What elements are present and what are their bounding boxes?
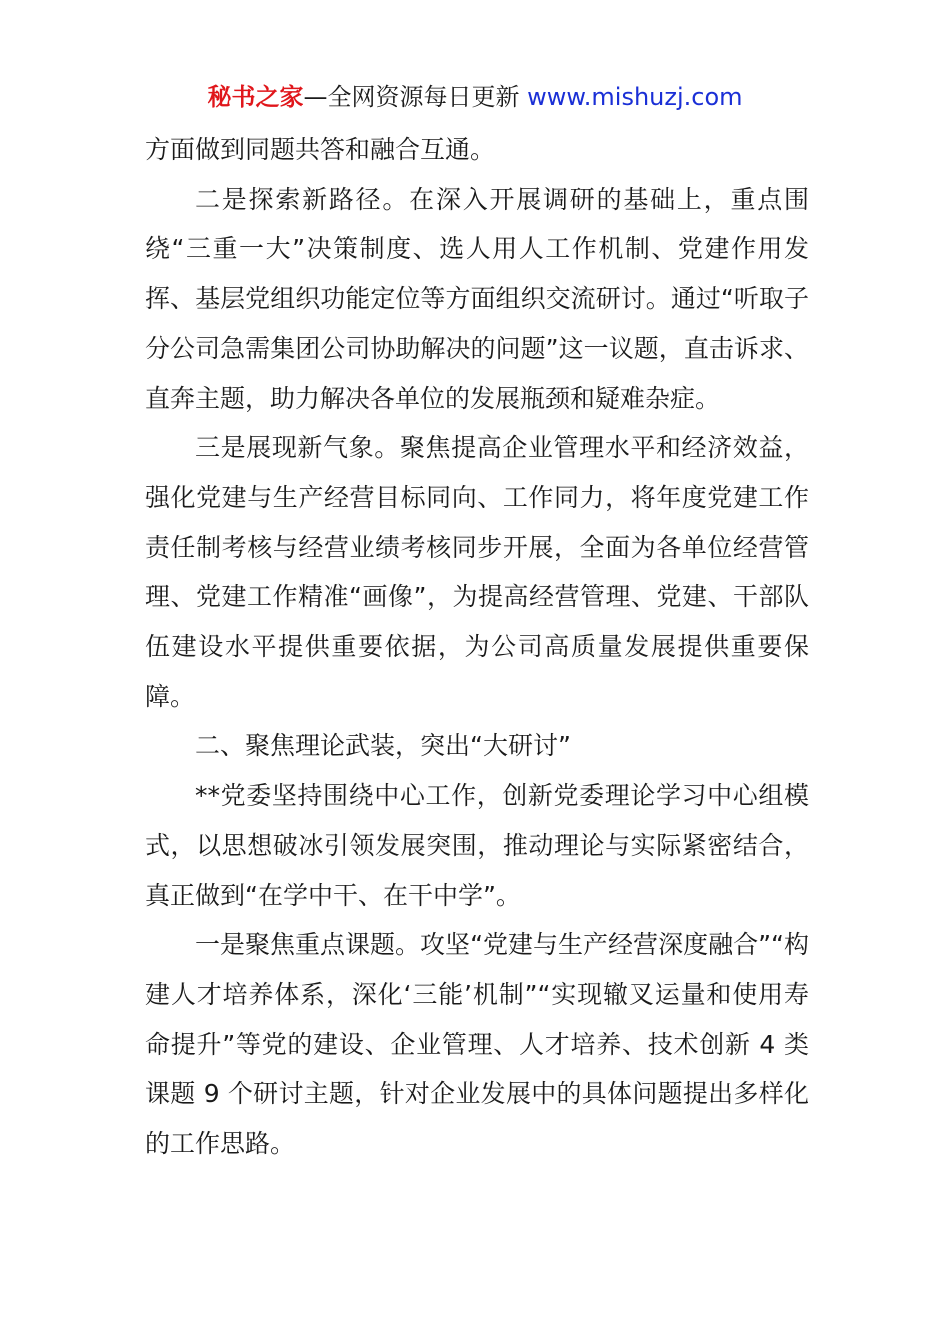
paragraph-key-topics: 一是聚焦重点课题。攻坚“党建与生产经营深度融合”“构建人才培养体系，深化‘三能’机制”“实现辙叉运量和使用寿命提升”等党的建设、企业管理、人才培养、技术创新 4 类课题 9 个研讨主题，针对企业发展中的具体问题提出多样化的工作思路。 [145, 930, 809, 1159]
document-body [145, 125, 809, 1169]
site-tagline: —全网资源每日更新 [303, 83, 528, 111]
paragraph-continuation: 方面做到同题共答和融合互通。 [145, 135, 496, 164]
paragraph-new-path: 二是探索新路径。在深入开展调研的基础上，重点围绕“三重一大”决策制度、选人用人工作机制、党建作用发挥、基层党组织功能定位等方面组织交流研讨。通过“听取子分公司急需集团公司协助解决的问题”这一议题，直击诉求、直奔主题，助力解决各单位的发展瓶颈和疑难杂症。 [145, 184, 809, 413]
paragraph-new-look: 三是展现新气象。聚焦提高企业管理水平和经济效益，强化党建与生产经营目标同向、工作同力，将年度党建工作责任制考核与经营业绩考核同步开展，全面为各单位经营管理、党建工作精准“画像”，为提高经营管理、党建、干部队伍建设水平提供重要依据，为公司高质量发展提供重要保障。 [145, 433, 809, 711]
paragraph-party-committee: **党委坚持围绕中心工作，创新党委理论学习中心组模式，以思想破冰引领发展突围，推动理论与实际紧密结合，真正做到“在学中干、在干中学”。 [145, 781, 809, 910]
site-brand: 秘书之家 [207, 83, 304, 111]
section-heading: 二、聚焦理论武装，突出“大研讨” [195, 731, 571, 761]
site-url-link[interactable]: www.mishuzj.com [527, 83, 743, 111]
site-header [0, 80, 950, 114]
